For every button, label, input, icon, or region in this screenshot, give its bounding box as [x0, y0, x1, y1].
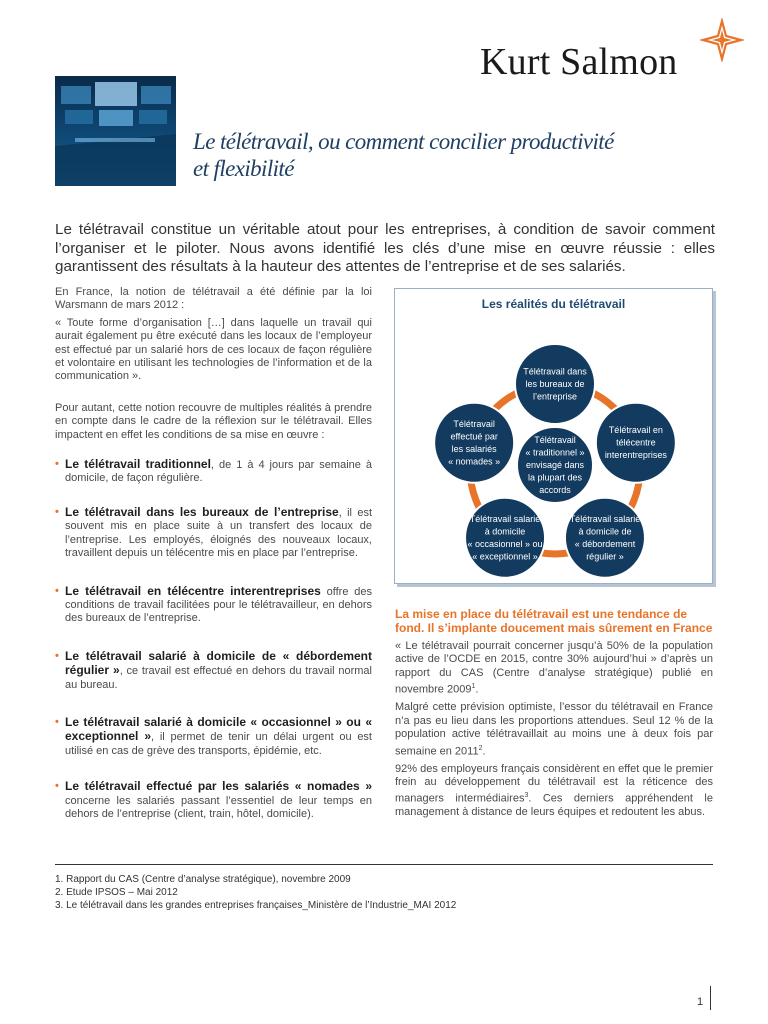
diagram-center-node: [517, 427, 593, 503]
footnote-ref: 3: [524, 792, 529, 800]
list-item: [55, 585, 372, 626]
title-line-2: et flexibilité: [193, 156, 294, 181]
list-item: [55, 780, 372, 821]
diagram-node-2: [596, 403, 676, 483]
diagram-center-node-label: Télétravail: [534, 435, 576, 445]
left-paragraph-2: Pour autant, cette notion recouvre de multiples réalités à prendre en compte dans le cadre de la réflexion sur le télétravail. Elles impactent en effet les conditions de sa mise en œuvre :: [55, 401, 372, 441]
diagram-node-4-label: « exceptionnel »: [472, 551, 538, 562]
realities-diagram-box: [394, 288, 713, 584]
list-item-text: concerne les salariés passant l’essentiel de leur temps en dehors de l’entreprise (client, train, hôtel, domicile).: [65, 794, 372, 820]
diagram-node-1-label: l’entreprise: [532, 391, 578, 402]
law-quote: « Toute forme d’organisation […] dans laquelle un travail qui aurait également pu être exécuté dans les locaux de l’employeur est effectué par un salarié hors de ces locaux de façon régulière et volontaire en utilisant les technologies de l’information et de la communication ».: [55, 316, 372, 383]
title-line-1: Le télétravail, ou comment concilier productivité: [193, 129, 614, 154]
intro-paragraph: Le télétravail constitue un véritable atout pour les entreprises, à condition de savoir comment l’organiser et le piloter. Nous avons identifié les clés d’une mise en œuvre réussie : elles garantissent des résultats à la hauteur des attentes de l’entreprise et de ses salariés.: [55, 221, 715, 275]
footnote-2: 2. Etude IPSOS – Mai 2012: [55, 887, 178, 898]
footnotes: [55, 873, 715, 912]
diagram-node-3-label: Télétravail salarié: [569, 514, 641, 525]
diagram-node-1-label: Télétravail dans: [523, 366, 587, 377]
diagram-center-node-label: la plupart des: [527, 472, 583, 483]
diagram-center-node-label: envisagé dans: [525, 460, 585, 470]
diagram-node-3-label: « débordement: [574, 539, 636, 550]
list-item: [55, 506, 372, 561]
diagram-center-node-label: « traditionnel »: [525, 447, 585, 458]
footnote-ref: 2: [478, 744, 483, 752]
diagram-node-3: [565, 498, 645, 578]
list-item-bold: Le télétravail dans les bureaux de l’entreprise: [65, 504, 339, 519]
diagram-node-3-label: à domicile de: [578, 526, 632, 537]
list-item: [55, 650, 372, 692]
list-item-bold: Le télétravail effectué par les salariés « nomades »: [65, 779, 372, 794]
diagram-node-5-circle: [434, 403, 514, 483]
footnote-3: 3. Le télétravail dans les grandes entreprises françaises_Ministère de l’Industrie_MAI 2012: [55, 900, 457, 911]
page-number-bar: [710, 986, 711, 1010]
diagram-node-1: [515, 344, 595, 424]
list-item-text: , de 1 à 4 jours par semaine à domicile, de façon régulière.: [65, 459, 372, 485]
diagram-center-node-label: accords: [539, 485, 571, 495]
footnote-ref: 1: [471, 683, 476, 691]
right-paragraph-3: [395, 763, 713, 820]
section-heading: La mise en place du télétravail est une tendance de fond. Il s’implante doucement mais sûrement en France: [395, 607, 713, 635]
hero-image: [55, 76, 176, 186]
right-column: [395, 607, 713, 824]
diagram-node-5-label: « nomades »: [448, 456, 501, 467]
list-item-text: , il permet de tenir un délai urgent ou est utilisé en cas de grève des transports, épidémie, etc.: [65, 731, 372, 757]
diagram-node-4: [465, 498, 545, 578]
diagram-node-2-label: télécentre: [616, 437, 656, 448]
page-number: 1: [697, 996, 704, 1008]
diagram-node-4-circle: [465, 498, 545, 578]
list-item-bold: Le télétravail salarié à domicile « occasionnel » ou « exceptionnel »: [65, 714, 372, 744]
list-item-text: offre des conditions de travail facilitées pour le télétravailleur, en dehors des bureaux de l’entreprise.: [65, 585, 372, 625]
diagram-node-3-circle: [565, 498, 645, 578]
list-item-bold: Le télétravail traditionnel: [65, 457, 211, 472]
diagram-title: Les réalités du télétravail: [481, 297, 626, 311]
p3-end: . Ces derniers appréhendent le management à distance de leurs équipes et redoutent les abus.: [395, 793, 713, 819]
diagram-node-4-label: à domicile: [484, 526, 526, 537]
footnote-divider: [55, 864, 713, 865]
list-item-text: , il est souvent mis en place suite à un transfert des locaux de l’entreprise. Les employés, éloignés des nouveaux locaux, travaillent depuis un télécentre mis en place par l’entreprise.: [65, 506, 373, 560]
diagram-node-2-label: interentreprises: [604, 450, 667, 461]
diagram-node-4-label: « occasionnel » ou: [467, 539, 543, 550]
realities-list: [55, 458, 372, 821]
diagram-node-1-label: les bureaux de: [525, 379, 585, 389]
right-paragraph-1: « Le télétravail pourrait concerner jusqu’à 50% de la population active de l’OCDE en 2015, contre 30% aujourd’hui » d’après un rapport du CAS (Centre d’analyse stratégique) publié en novembre 2009$^1$.: [395, 640, 713, 696]
list-item-bold: Le télétravail salarié à domicile de « débordement régulier »: [65, 648, 372, 678]
diagram-node-4-label: Télétravail salarié: [469, 514, 541, 525]
p3-text: 92% des employeurs français considèrent en effet que le premier frein au développement du télétravail est la réticence des managers intermédiaires: [395, 762, 713, 806]
left-paragraph-1: En France, la notion de télétravail a été définie par la loi Warsmann de mars 2012 :: [55, 286, 372, 312]
diagram-node-3-label: régulier »: [586, 551, 624, 562]
list-item-bold: Le télétravail en télécentre interentreprises: [65, 583, 321, 598]
diagram-node-5: [434, 403, 514, 483]
list-item-text: , ce travail est effectué en dehors du travail normal au bureau.: [65, 665, 372, 691]
brand-logo: Kurt Salmon: [480, 41, 678, 83]
logo-star-icon: [700, 18, 744, 62]
diagram-node-5-label: les salariés: [451, 443, 497, 454]
list-item: [55, 458, 372, 486]
p1-text: « Le télétravail pourrait concerner jusqu’à 50% de la population active de l’OCDE en 2015, contre 30% aujourd’hui » d’après un rapport du CAS (Centre d’analyse stratégique) publié en novembre 2009: [395, 640, 713, 696]
diagram-node-5-label: effectué par: [450, 431, 498, 442]
realities-diagram: [395, 289, 712, 583]
diagram-node-5-label: Télétravail: [453, 418, 495, 429]
left-column: [55, 286, 372, 821]
page-title: [193, 128, 733, 182]
list-item: [55, 716, 372, 758]
right-paragraph-2: Malgré cette prévision optimiste, l’essor du télétravail en France n’a pas eu lieu dans les proportions attendues. Seul 12 % de la population active télétravaillait au moins une à deux fois par semaine en 2011$^2$.: [395, 701, 713, 758]
footnote-1: 1. Rapport du CAS (Centre d’analyse stratégique), novembre 2009: [55, 874, 351, 885]
p2-text: Malgré cette prévision optimiste, l’essor du télétravail en France n’a pas eu lieu dans les proportions attendues. Seul 12 % de la population active télétravaillait au moins une à deux fois par semaine en 2011: [395, 701, 713, 758]
diagram-node-2-label: Télétravail en: [608, 425, 663, 436]
